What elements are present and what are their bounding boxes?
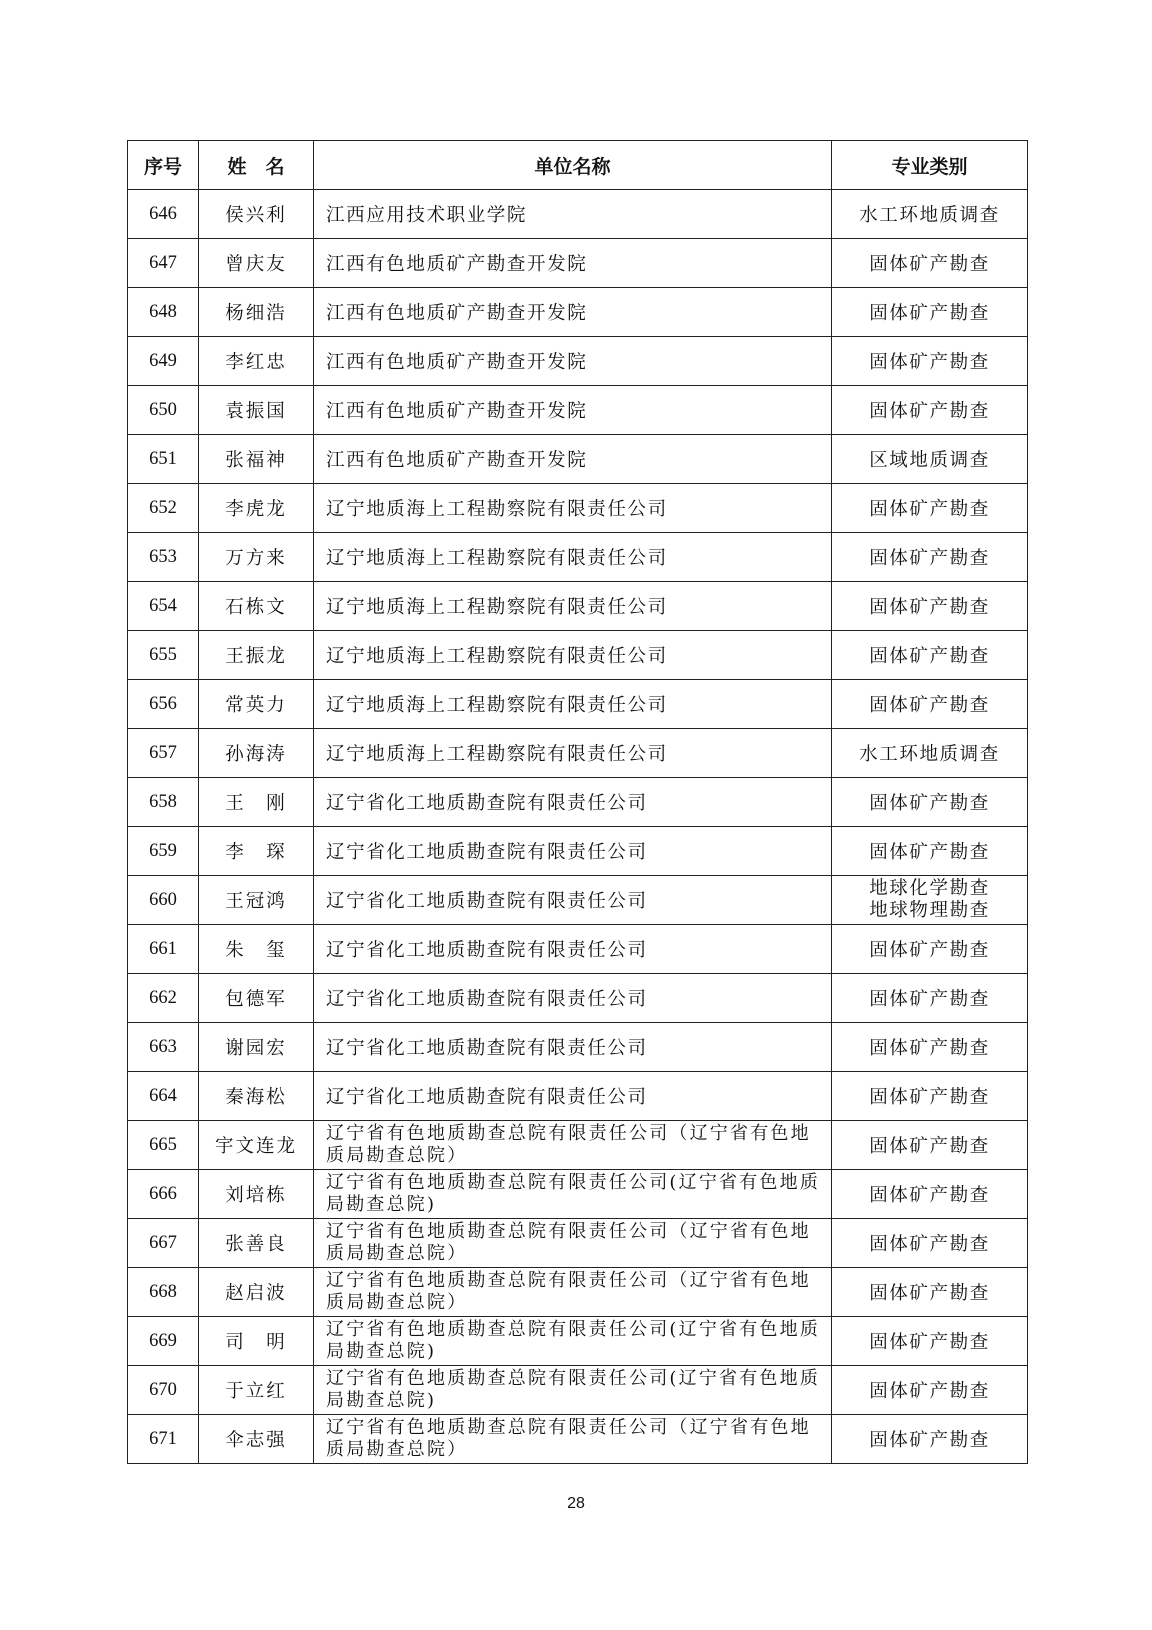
table-row	[128, 435, 1028, 484]
row-category	[832, 1170, 1028, 1219]
row-unit: 辽宁省化工地质勘查院有限责任公司	[314, 1023, 832, 1072]
row-unit: 江西有色地质矿产勘查开发院	[314, 288, 832, 337]
row-category	[832, 827, 1028, 876]
row-unit: 辽宁地质海上工程勘察院有限责任公司	[314, 582, 832, 631]
header-index: 序号	[128, 141, 199, 190]
row-index: 659	[128, 827, 199, 876]
table-row	[128, 1170, 1028, 1219]
row-name: 王振龙	[199, 631, 314, 680]
row-unit: 辽宁地质海上工程勘察院有限责任公司	[314, 533, 832, 582]
row-category	[832, 1317, 1028, 1366]
category-line: 固体矿产勘查	[869, 695, 990, 716]
header-category: 专业类别	[832, 141, 1028, 190]
row-unit: 辽宁省有色地质勘查总院有限责任公司（辽宁省有色地质局勘查总院）	[314, 1121, 832, 1170]
row-name: 万方来	[199, 533, 314, 582]
header-name: 姓 名	[199, 141, 314, 190]
table-row	[128, 925, 1028, 974]
row-unit: 辽宁省有色地质勘查总院有限责任公司（辽宁省有色地质局勘查总院）	[314, 1415, 832, 1464]
row-name: 李 琛	[199, 827, 314, 876]
row-unit: 辽宁省有色地质勘查总院有限责任公司（辽宁省有色地质局勘查总院）	[314, 1268, 832, 1317]
category-line: 水工环地质调查	[859, 205, 1000, 226]
table-row	[128, 1415, 1028, 1464]
row-category	[832, 435, 1028, 484]
row-category	[832, 1121, 1028, 1170]
row-category	[832, 484, 1028, 533]
row-category	[832, 778, 1028, 827]
row-index: 664	[128, 1072, 199, 1121]
row-name: 侯兴利	[199, 190, 314, 239]
category-line: 固体矿产勘查	[869, 499, 990, 520]
table-row	[128, 729, 1028, 778]
row-category	[832, 925, 1028, 974]
table-row	[128, 288, 1028, 337]
row-category	[832, 1023, 1028, 1072]
table-row	[128, 1023, 1028, 1072]
row-category	[832, 337, 1028, 386]
row-category	[832, 974, 1028, 1023]
table-row	[128, 1366, 1028, 1415]
row-unit: 江西有色地质矿产勘查开发院	[314, 435, 832, 484]
category-line: 地球物理勘查	[869, 900, 990, 921]
roster-table	[127, 140, 1028, 1464]
table-row	[128, 1072, 1028, 1121]
row-name: 袁振国	[199, 386, 314, 435]
row-name: 王 刚	[199, 778, 314, 827]
row-unit: 辽宁省化工地质勘查院有限责任公司	[314, 827, 832, 876]
row-name: 张善良	[199, 1219, 314, 1268]
row-index: 667	[128, 1219, 199, 1268]
row-index: 649	[128, 337, 199, 386]
row-unit: 辽宁省有色地质勘查总院有限责任公司(辽宁省有色地质局勘查总院)	[314, 1366, 832, 1415]
category-line: 固体矿产勘查	[869, 1381, 990, 1402]
row-category	[832, 1268, 1028, 1317]
category-line: 固体矿产勘查	[869, 1234, 990, 1255]
table-row	[128, 533, 1028, 582]
row-index: 657	[128, 729, 199, 778]
row-name: 包德军	[199, 974, 314, 1023]
row-index: 647	[128, 239, 199, 288]
row-unit: 辽宁省化工地质勘查院有限责任公司	[314, 974, 832, 1023]
table-row	[128, 239, 1028, 288]
row-name: 曾庆友	[199, 239, 314, 288]
category-line: 固体矿产勘查	[869, 793, 990, 814]
table-row	[128, 582, 1028, 631]
row-unit: 辽宁省有色地质勘查总院有限责任公司（辽宁省有色地质局勘查总院）	[314, 1219, 832, 1268]
row-name: 于立红	[199, 1366, 314, 1415]
category-line: 地球化学勘查	[869, 878, 990, 899]
row-name: 李红忠	[199, 337, 314, 386]
row-index: 655	[128, 631, 199, 680]
category-line: 固体矿产勘查	[869, 352, 990, 373]
category-line: 固体矿产勘查	[869, 1136, 990, 1157]
category-line: 水工环地质调查	[859, 744, 1000, 765]
row-unit: 江西有色地质矿产勘查开发院	[314, 239, 832, 288]
row-name: 赵启波	[199, 1268, 314, 1317]
row-index: 671	[128, 1415, 199, 1464]
row-name: 谢园宏	[199, 1023, 314, 1072]
row-category	[832, 1415, 1028, 1464]
row-index: 656	[128, 680, 199, 729]
row-index: 662	[128, 974, 199, 1023]
category-line: 固体矿产勘查	[869, 842, 990, 863]
category-line: 固体矿产勘查	[869, 646, 990, 667]
table-header-row	[128, 141, 1028, 190]
row-name: 伞志强	[199, 1415, 314, 1464]
row-unit: 辽宁省化工地质勘查院有限责任公司	[314, 778, 832, 827]
category-line: 固体矿产勘查	[869, 548, 990, 569]
row-unit: 江西应用技术职业学院	[314, 190, 832, 239]
row-name: 王冠鸿	[199, 876, 314, 925]
row-index: 651	[128, 435, 199, 484]
row-category	[832, 1366, 1028, 1415]
row-index: 669	[128, 1317, 199, 1366]
row-index: 646	[128, 190, 199, 239]
category-line: 固体矿产勘查	[869, 1185, 990, 1206]
category-line: 固体矿产勘查	[869, 597, 990, 618]
row-name: 常英力	[199, 680, 314, 729]
category-line: 区域地质调查	[869, 450, 990, 471]
row-index: 650	[128, 386, 199, 435]
row-index: 661	[128, 925, 199, 974]
row-name: 司 明	[199, 1317, 314, 1366]
table-row	[128, 827, 1028, 876]
row-unit: 江西有色地质矿产勘查开发院	[314, 337, 832, 386]
row-category	[832, 680, 1028, 729]
row-index: 665	[128, 1121, 199, 1170]
row-name: 李虎龙	[199, 484, 314, 533]
row-name: 朱 玺	[199, 925, 314, 974]
row-index: 663	[128, 1023, 199, 1072]
row-unit: 辽宁省有色地质勘查总院有限责任公司(辽宁省有色地质局勘查总院)	[314, 1317, 832, 1366]
row-category	[832, 729, 1028, 778]
row-index: 670	[128, 1366, 199, 1415]
row-category	[832, 288, 1028, 337]
row-category	[832, 533, 1028, 582]
table-row	[128, 680, 1028, 729]
row-name: 杨细浩	[199, 288, 314, 337]
row-unit: 辽宁地质海上工程勘察院有限责任公司	[314, 680, 832, 729]
row-name: 张福神	[199, 435, 314, 484]
table-row	[128, 778, 1028, 827]
header-unit: 单位名称	[314, 141, 832, 190]
row-index: 654	[128, 582, 199, 631]
row-name: 秦海松	[199, 1072, 314, 1121]
row-index: 652	[128, 484, 199, 533]
row-category	[832, 876, 1028, 925]
table-row	[128, 1317, 1028, 1366]
category-line: 固体矿产勘查	[869, 989, 990, 1010]
row-index: 648	[128, 288, 199, 337]
category-line: 固体矿产勘查	[869, 401, 990, 422]
table-row	[128, 337, 1028, 386]
row-category	[832, 386, 1028, 435]
table-row	[128, 484, 1028, 533]
table-row	[128, 1219, 1028, 1268]
row-unit: 辽宁省有色地质勘查总院有限责任公司(辽宁省有色地质局勘查总院)	[314, 1170, 832, 1219]
row-unit: 辽宁地质海上工程勘察院有限责任公司	[314, 484, 832, 533]
category-line: 固体矿产勘查	[869, 1087, 990, 1108]
category-line: 固体矿产勘查	[869, 254, 990, 275]
table-row	[128, 974, 1028, 1023]
page-number: 28	[567, 1495, 585, 1512]
row-name: 宇文连龙	[199, 1121, 314, 1170]
row-category	[832, 239, 1028, 288]
category-line: 固体矿产勘查	[869, 1430, 990, 1451]
table-row	[128, 1121, 1028, 1170]
category-line: 固体矿产勘查	[869, 940, 990, 961]
table-row	[128, 631, 1028, 680]
row-index: 668	[128, 1268, 199, 1317]
table-row	[128, 190, 1028, 239]
row-index: 660	[128, 876, 199, 925]
row-unit: 辽宁省化工地质勘查院有限责任公司	[314, 876, 832, 925]
row-name: 孙海涛	[199, 729, 314, 778]
table-row	[128, 876, 1028, 925]
row-category	[832, 631, 1028, 680]
category-line: 固体矿产勘查	[869, 303, 990, 324]
row-category	[832, 582, 1028, 631]
category-line: 固体矿产勘查	[869, 1332, 990, 1353]
category-line: 固体矿产勘查	[869, 1038, 990, 1059]
row-unit: 辽宁地质海上工程勘察院有限责任公司	[314, 729, 832, 778]
row-index: 653	[128, 533, 199, 582]
row-name: 石栋文	[199, 582, 314, 631]
row-category	[832, 1219, 1028, 1268]
row-unit: 辽宁地质海上工程勘察院有限责任公司	[314, 631, 832, 680]
row-unit: 辽宁省化工地质勘查院有限责任公司	[314, 1072, 832, 1121]
table-row	[128, 386, 1028, 435]
row-index: 666	[128, 1170, 199, 1219]
row-unit: 辽宁省化工地质勘查院有限责任公司	[314, 925, 832, 974]
row-index: 658	[128, 778, 199, 827]
row-unit: 江西有色地质矿产勘查开发院	[314, 386, 832, 435]
table-row	[128, 1268, 1028, 1317]
category-line: 固体矿产勘查	[869, 1283, 990, 1304]
row-category	[832, 1072, 1028, 1121]
table-body	[128, 190, 1028, 1464]
row-name: 刘培栋	[199, 1170, 314, 1219]
row-category	[832, 190, 1028, 239]
